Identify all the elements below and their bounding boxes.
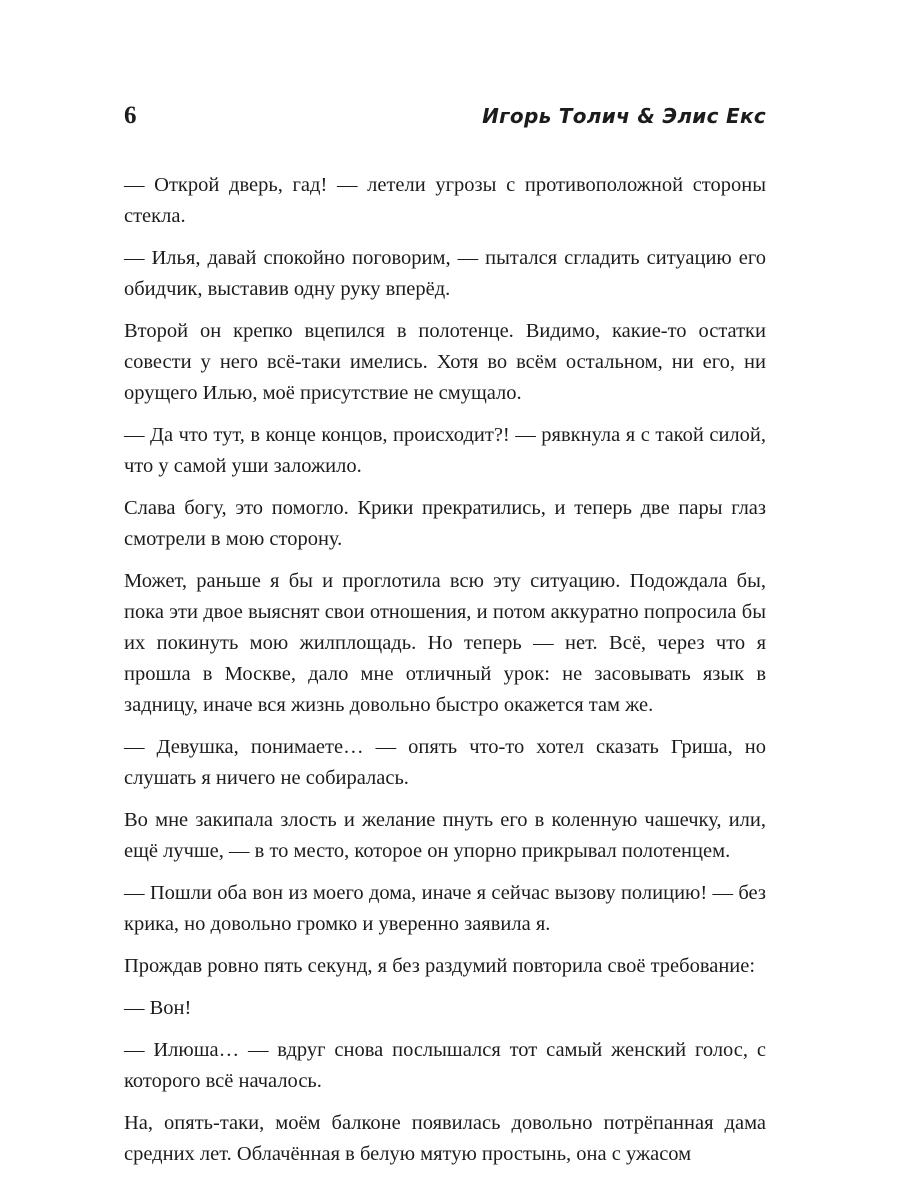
paragraph: — Илюша… — вдруг снова послышался тот самый женский голос, с которого всё началось. xyxy=(124,1039,766,1092)
paragraph: — Пошли оба вон из моего дома, иначе я сейчас вызову полицию! — без крика, но довольно громко и уверенно заявила я. xyxy=(124,882,766,935)
running-head-authors: Игорь Толич & Элис Екс xyxy=(482,104,766,128)
paragraph: — Да что тут, в конце концов, происходит?! — рявкнула я с такой силой, что у самой уши заложило. xyxy=(124,424,766,477)
paragraph: На, опять-таки, моём балконе появилась довольно потрёпанная дама средних лет. Облачённая в белую мятую простынь, она с ужасом xyxy=(124,1112,766,1165)
paragraph: Второй он крепко вцепился в полотенце. Видимо, какие-то остатки совести у него всё-таки имелись. Хотя во всём остальном, ни его, ни орущего Илью, моё присутствие не смущало. xyxy=(124,320,766,404)
paragraph: Прождав ровно пять секунд, я без раздумий повторила своё требование: xyxy=(124,955,756,977)
paragraph: — Девушка, понимаете… — опять что-то хотел сказать Гриша, но слушать я ничего не собиралась. xyxy=(124,736,766,789)
paragraph: — Открой дверь, гад! — летели угрозы с противоположной стороны стекла. xyxy=(124,174,766,227)
page-number: 6 xyxy=(124,102,137,129)
paragraph: — Илья, давай спокойно поговорим, — пытался сгладить ситуацию его обидчик, выставив одну руку вперёд. xyxy=(124,247,766,300)
paragraph: Может, раньше я бы и проглотила всю эту ситуацию. Подождала бы, пока эти двое выяснят свои отношения, и потом аккуратно попросила бы их покинуть мою жилплощадь. Но теперь — нет. Всё, через что я прошла в Москве, дало мне отличный урок: не засовывать язык в задницу, иначе вся жизнь довольно быстро окажется там же. xyxy=(124,570,766,716)
page-header xyxy=(124,96,766,136)
body-text xyxy=(124,170,766,1181)
paragraph: Во мне закипала злость и желание пнуть его в коленную чашечку, или, ещё лучше, — в то место, которое он упорно прикрывал полотенцем. xyxy=(124,809,766,862)
paragraph: — Вон! xyxy=(124,997,192,1019)
paragraph: Слава богу, это помогло. Крики прекратились, и теперь две пары глаз смотрели в мою сторону. xyxy=(124,497,766,550)
